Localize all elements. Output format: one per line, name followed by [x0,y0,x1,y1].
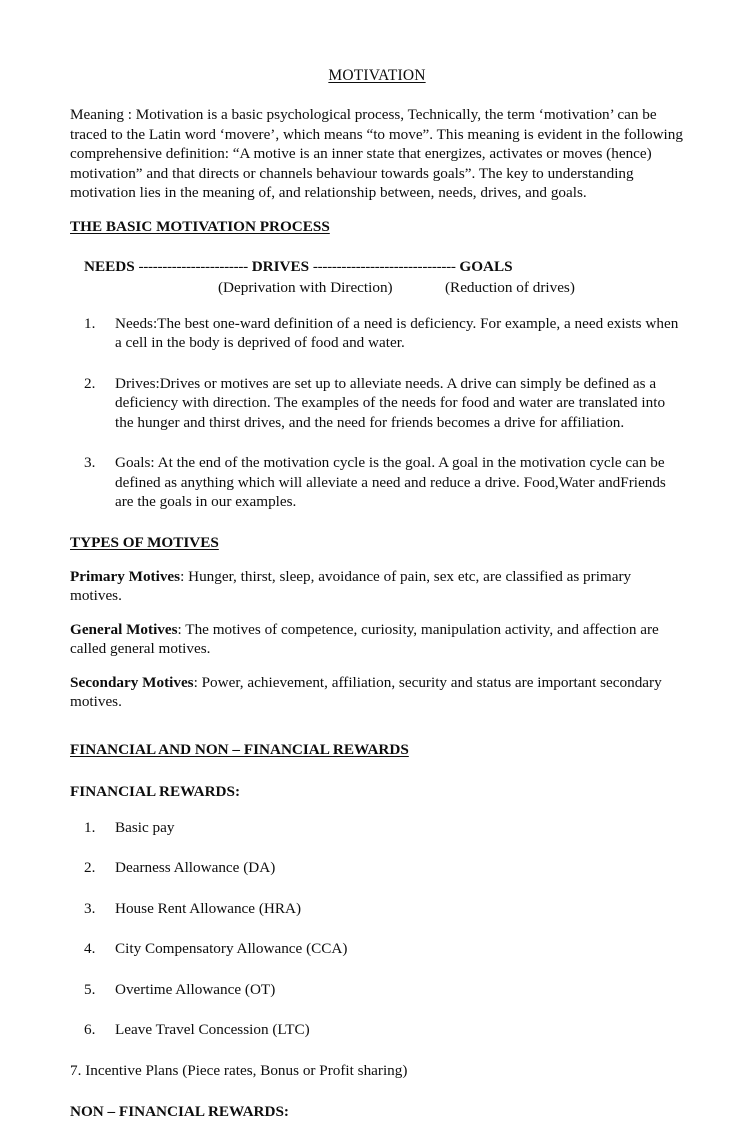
list-item-number: 4. [84,940,96,958]
primary-motives-paragraph [70,567,684,606]
list-item [70,1020,684,1040]
list-item [70,314,684,353]
diagram-node-goals: GOALS [459,257,513,275]
diagram-sublabels [70,278,684,298]
list-item [70,858,684,878]
incentive-plans-line: 7. Incentive Plans (Piece rates, Bonus or Profit sharing) [70,1061,408,1079]
list-item [70,818,684,838]
meaning-paragraph: Meaning : Motivation is a basic psychological process, Technically, the term ‘motivation’ can be traced to the Latin word ‘movere’, which means “to move”. This meaning is evident in the following comprehensive definition: “A motive is an inner state that energizes, activates or moves (hence) motivation” and that directs or channels behaviour towards goals”. The key to understanding motivation lies in the meaning of, and relationship between, needs, drives, and goals. [70,106,683,202]
page-title: MOTIVATION [328,67,426,84]
list-item-number: 3. [84,454,96,472]
spacer [70,726,684,740]
list-item-text: Needs:The best one-ward definition of a need is deficiency. For example, a need exists when a cell in the body is deprived of food and water. [115,314,679,352]
list-item-text: City Compensatory Allowance (CCA) [115,940,348,958]
spacer [70,1094,684,1102]
list-item-number: 2. [84,374,96,392]
list-item-number: 1. [84,314,96,332]
diagram-connector-1: ----------------------- [138,257,248,275]
list-item [70,980,684,1000]
diagram-sublabel-deprivation: (Deprivation with Direction) [218,278,393,296]
diagram-sublabel-reduction: (Reduction of drives) [445,278,575,296]
diagram-node-needs: NEEDS [84,257,135,275]
list-item-text: Drives:Drives or motives are set up to alleviate needs. A drive can simply be defined as a deficiency with direction. The examples of the needs for food and water are translated into the hunger and thirst drives, and the need for friends becomes a drive for affiliation. [115,374,666,431]
list-item-text: Leave Travel Concession (LTC) [115,1021,310,1039]
primary-motives-label: Primary Motives [70,567,181,585]
section-heading-basic-process [70,217,684,243]
section-heading-types-of-motives [70,533,684,559]
document-body [70,66,684,1130]
list-item-number: 5. [84,980,96,998]
general-motives-label: General Motives [70,620,178,638]
heading-text: FINANCIAL AND NON – FINANCIAL REWARDS [70,740,409,758]
diagram-node-drives: DRIVES [251,257,310,275]
diagram-connector-2: ------------------------------ [312,257,456,275]
secondary-motives-paragraph [70,673,684,712]
list-item-number: 6. [84,1021,96,1039]
list-item-number: 1. [84,818,96,836]
list-item [70,374,684,433]
list-item-text: Overtime Allowance (OT) [115,980,276,998]
list-item-text: Goals: At the end of the motivation cycle is the goal. A goal in the motivation cycle can be defined as anything which will alleviate a need and reduce a drive. Food,Water andFriends are the goals in our examples. [115,454,666,511]
basic-process-list [70,314,684,512]
general-motives-paragraph [70,620,684,659]
heading-text: TYPES OF MOTIVES [70,533,219,551]
list-item-text: Basic pay [115,818,175,836]
list-item [70,453,684,512]
financial-rewards-list [70,818,684,1040]
list-item-text: Dearness Allowance (DA) [115,859,276,877]
motivation-process-diagram [70,257,684,277]
spacer [70,774,684,782]
secondary-motives-label: Secondary Motives [70,673,194,691]
secondary-motives-body: : Power, achievement, affiliation, security and status are important secondary motives. [70,673,662,711]
list-item-number: 3. [84,899,96,917]
heading-text: THE BASIC MOTIVATION PROCESS [70,217,330,235]
list-item [70,939,684,959]
list-item-number: 2. [84,859,96,877]
list-item [70,899,684,919]
primary-motives-body: : Hunger, thirst, sleep, avoidance of pain, sex etc, are classified as primary motives. [70,567,632,605]
list-item-text: House Rent Allowance (HRA) [115,899,302,917]
general-motives-body: : The motives of competence, curiosity, manipulation activity, and affection are called general motives. [70,620,659,658]
section-heading-rewards [70,740,684,766]
subheading-non-financial-rewards: NON – FINANCIAL REWARDS: [70,1103,289,1121]
subheading-financial-rewards: FINANCIAL REWARDS: [70,782,241,800]
